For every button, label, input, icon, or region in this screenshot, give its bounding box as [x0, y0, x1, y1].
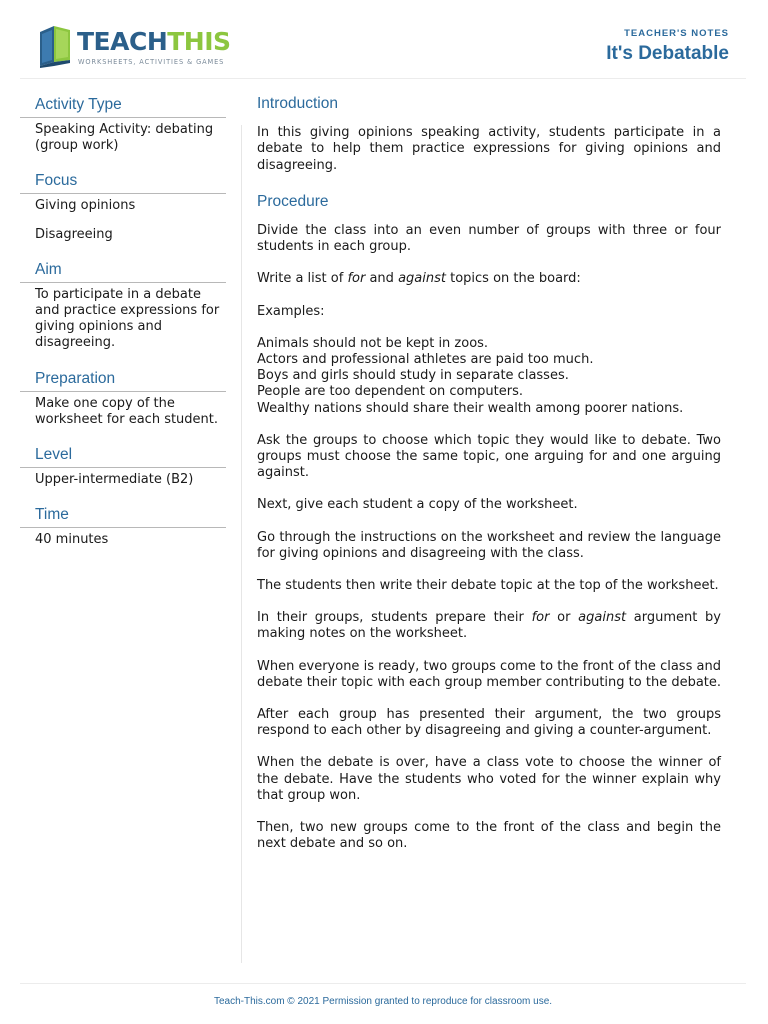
introduction-heading: Introduction [257, 95, 338, 112]
introduction-text: In this giving opinions speaking activity, students participate in a debate to help them practice expressions for giving opinions and disagreeing. [257, 125, 721, 173]
sidebar [20, 92, 226, 562]
procedure-heading: Procedure [257, 192, 329, 210]
procedure-step: When the debate is over, have a class vote to choose the winner of the debate. Have the students who voted for the winner explain why that group won. [257, 755, 721, 803]
activity-type-heading: Activity Type [20, 92, 226, 118]
procedure-step: Next, give each student a copy of the worksheet. [257, 497, 578, 513]
preparation-text: Make one copy of the worksheet for each student. [35, 395, 219, 427]
activity-type-section [20, 92, 226, 154]
procedure-step: The students then write their debate topic at the top of the worksheet. [257, 578, 719, 594]
example-topic: Wealthy nations should share their wealth among poorer nations. [257, 400, 684, 416]
level-section [20, 442, 226, 488]
focus-item: Giving opinions [35, 198, 136, 214]
teach-this-logo [36, 22, 236, 70]
focus-section [20, 168, 226, 242]
procedure-step: After each group has presented their argument, the two groups respond to each other by disagreeing and giving a counter-argument. [257, 707, 721, 739]
examples-list [257, 336, 721, 417]
level-text: Upper-intermediate (B2) [35, 472, 194, 488]
aim-heading: Aim [20, 257, 226, 283]
time-heading: Time [20, 502, 226, 528]
time-text: 40 minutes [35, 532, 109, 548]
procedure-step: Write a list of for and against topics on the board: [257, 271, 581, 287]
aim-section [20, 257, 226, 352]
time-section [20, 502, 226, 548]
level-heading: Level [20, 442, 226, 468]
procedure-step: Ask the groups to choose which topic they would like to debate. Two groups must choose the same topic, one arguing for and one arguing against. [257, 432, 721, 481]
procedure-step: Divide the class into an even number of groups with three or four students in each group. [257, 223, 721, 255]
logo-tagline: WORKSHEETS, ACTIVITIES & GAMES [78, 58, 225, 66]
procedure-step: Go through the instructions on the worksheet and review the language for giving opinions and disagreeing with the class. [257, 529, 721, 561]
focus-item: Disagreeing [35, 226, 113, 242]
column-divider [241, 125, 242, 963]
procedure-step: When everyone is ready, two groups come to the front of the class and debate their topic with each group member contributing to the debate. [257, 658, 722, 690]
page-header [20, 0, 746, 79]
teachers-notes-label: TEACHER'S NOTES [624, 28, 729, 39]
page-footer [20, 983, 746, 1007]
procedure-step: Then, two new groups come to the front of the class and begin the next debate and so on. [257, 820, 721, 852]
example-topic: Animals should not be kept in zoos. [257, 335, 489, 351]
focus-heading: Focus [20, 168, 226, 194]
preparation-heading: Preparation [20, 366, 226, 392]
example-topic: Actors and professional athletes are paid too much. [257, 352, 594, 368]
book-logo-icon [36, 22, 76, 68]
example-topic: Boys and girls should study in separate classes. [257, 368, 569, 384]
examples-label: Examples: [257, 303, 325, 319]
activity-type-text: Speaking Activity: debating (group work) [35, 122, 214, 154]
logo-wordmark: TEACHTHIS [77, 27, 231, 56]
preparation-section [20, 366, 226, 428]
procedure-step: In their groups, students prepare their for or against argument by making notes on the worksheet. [257, 610, 721, 642]
copyright-text: Teach-This.com © 2021 Permission granted to reproduce for classroom use. [213, 996, 553, 1007]
page-title: It's Debatable [606, 43, 729, 64]
example-topic: People are too dependent on computers. [257, 384, 523, 400]
main-content [257, 92, 721, 869]
aim-text: To participate in a debate and practice expressions for giving opinions and disagreeing. [35, 286, 220, 351]
